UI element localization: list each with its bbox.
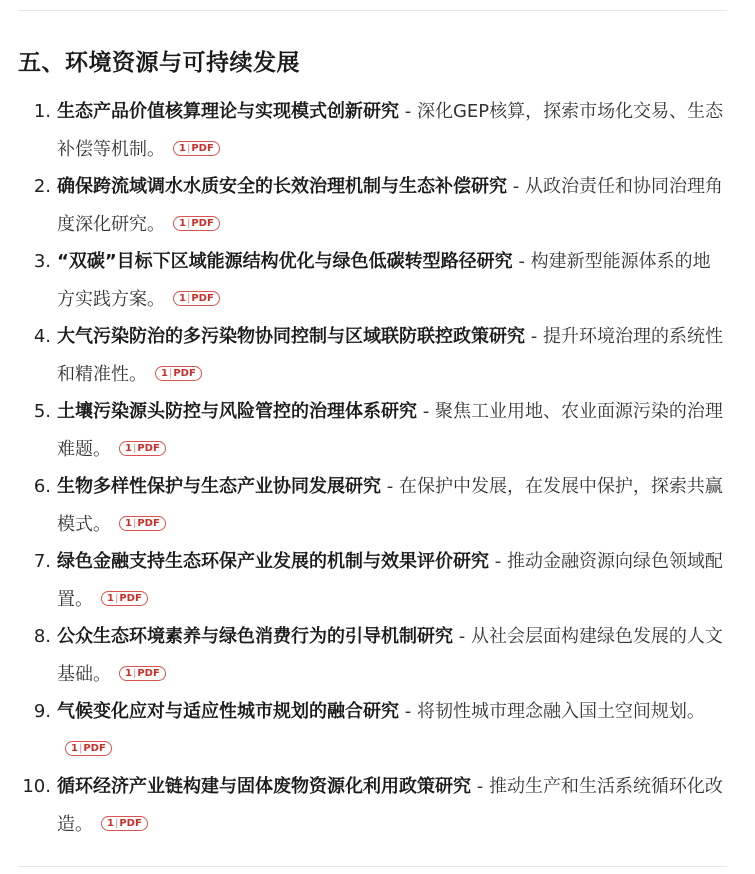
list-item [0,543,725,618]
pdf-citation-badge[interactable]: 1|PDF [173,216,220,231]
item-title: 土壤污染源头防控与风险管控的治理体系研究 [57,401,417,422]
item-description: - 从政治责任和协同治理角度深化研究。 [57,176,723,235]
item-description: - 推动生产和生活系统循环化改造。 [57,776,723,835]
list-item [0,93,725,168]
item-title: 循环经济产业链构建与固体废物资源化利用政策研究 [57,776,471,797]
bottom-divider [18,866,727,867]
item-description: - 从社会层面构建绿色发展的人文基础。 [57,626,723,685]
pdf-citation-badge[interactable]: 1|PDF [119,441,166,456]
pdf-citation-badge[interactable]: 1|PDF [101,591,148,606]
item-description: - 深化GEP核算，探索市场化交易、生态补偿等机制。 [57,101,724,160]
item-title: 确保跨流域调水水质安全的长效治理机制与生态补偿研究 [57,176,507,197]
pdf-citation-badge[interactable]: 1|PDF [101,816,148,831]
list-item [0,468,725,543]
list-item [0,768,725,843]
section-title: 五、环境资源与可持续发展 [18,50,300,76]
item-description: - 构建新型能源体系的地方实践方案。 [57,251,711,310]
item-number: 10. [22,776,51,797]
item-number: 4. [33,326,51,347]
item-title: 生物多样性保护与生态产业协同发展研究 [57,476,381,497]
item-title: 气候变化应对与适应性城市规划的融合研究 [57,701,399,722]
item-description: - 提升环境治理的系统性和精准性。 [57,326,723,385]
item-number: 2. [33,176,51,197]
item-title: 生态产品价值核算理论与实现模式创新研究 [57,101,399,122]
item-title: “双碳”目标下区域能源结构优化与绿色低碳转型路径研究 [57,251,513,272]
item-number: 8. [33,626,51,647]
item-description: - 将韧性城市理念融入国土空间规划。 [399,701,705,722]
item-description: - 聚焦工业用地、农业面源污染的治理难题。 [57,401,723,460]
top-divider [18,10,727,11]
pdf-citation-badge[interactable]: 1|PDF [155,366,202,381]
item-number: 7. [33,551,51,572]
item-title: 大气污染防治的多污染物协同控制与区域联防联控政策研究 [57,326,525,347]
item-number: 3. [33,251,51,272]
pdf-citation-badge[interactable]: 1|PDF [173,291,220,306]
item-number: 6. [33,476,51,497]
research-topic-list [0,93,725,843]
item-description: - 在保护中发展，在发展中保护，探索共赢模式。 [57,476,723,535]
pdf-citation-badge[interactable]: 1|PDF [119,666,166,681]
item-number: 5. [33,401,51,422]
list-item [0,693,725,768]
item-title: 公众生态环境素养与绿色消费行为的引导机制研究 [57,626,453,647]
list-item [0,243,725,318]
pdf-citation-badge[interactable]: 1|PDF [119,516,166,531]
list-item [0,393,725,468]
item-title: 绿色金融支持生态环保产业发展的机制与效果评价研究 [57,551,489,572]
list-item [0,168,725,243]
item-number: 9. [33,701,51,722]
list-item [0,318,725,393]
list-item [0,618,725,693]
pdf-citation-badge[interactable]: 1|PDF [173,141,220,156]
item-description: - 推动金融资源向绿色领域配置。 [57,551,723,610]
pdf-citation-badge[interactable]: 1|PDF [65,741,112,756]
item-number: 1. [33,101,51,122]
